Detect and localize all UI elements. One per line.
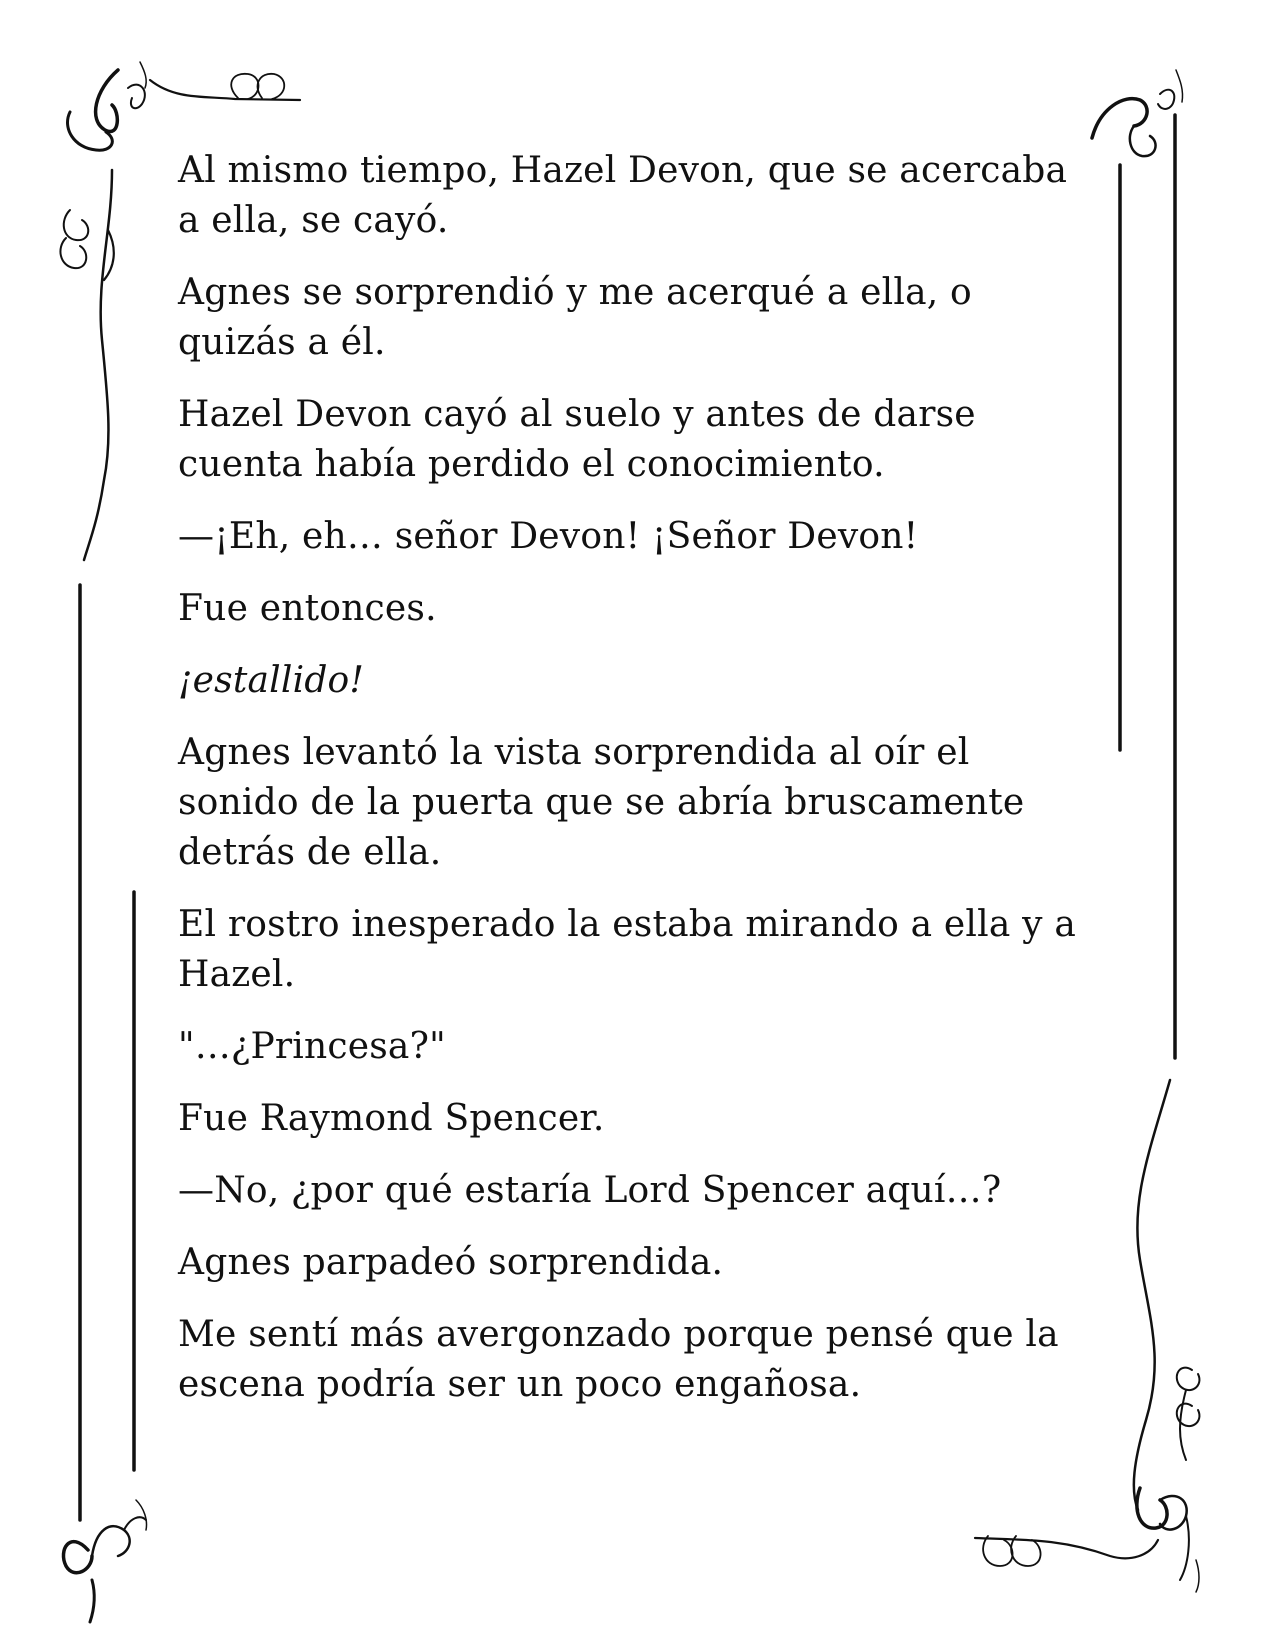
paragraph-13: Me sentí más avergonzado porque pensé que la escena podría ser un poco engañosa. (178, 1314, 1059, 1405)
paragraph-9: "…¿Princesa?" (178, 1026, 446, 1067)
top-right-flourish (1092, 70, 1183, 156)
page-body (178, 146, 1098, 1432)
paragraph-11: —No, ¿por qué estaría Lord Spencer aquí…? (178, 1170, 1002, 1211)
paragraph-5: Fue entonces. (178, 588, 437, 629)
paragraph-12: Agnes parpadeó sorprendida. (178, 1242, 724, 1283)
paragraph-7: Agnes levantó la vista sorprendida al oír el sonido de la puerta que se abría bruscamente detrás de ella. (178, 732, 1025, 873)
paragraph-3: Hazel Devon cayó al suelo y antes de darse cuenta había perdido el conocimiento. (178, 394, 976, 485)
bottom-left-flourish (63, 1500, 146, 1622)
paragraph-2: Agnes se sorprendió y me acerqué a ella, o quizás a él. (178, 272, 972, 363)
paragraph-1: Al mismo tiempo, Hazel Devon, que se acercaba a ella, se cayó. (178, 150, 1068, 241)
paragraph-4: —¡Eh, eh… señor Devon! ¡Señor Devon! (178, 516, 919, 557)
paragraph-10: Fue Raymond Spencer. (178, 1098, 605, 1139)
bottom-right-flourish (975, 1488, 1199, 1592)
right-swirl (1134, 1080, 1200, 1510)
paragraph-8: El rostro inesperado la estaba mirando a ella y a Hazel. (178, 904, 1076, 995)
paragraph-6-sound-effect: ¡estallido! (178, 660, 365, 701)
